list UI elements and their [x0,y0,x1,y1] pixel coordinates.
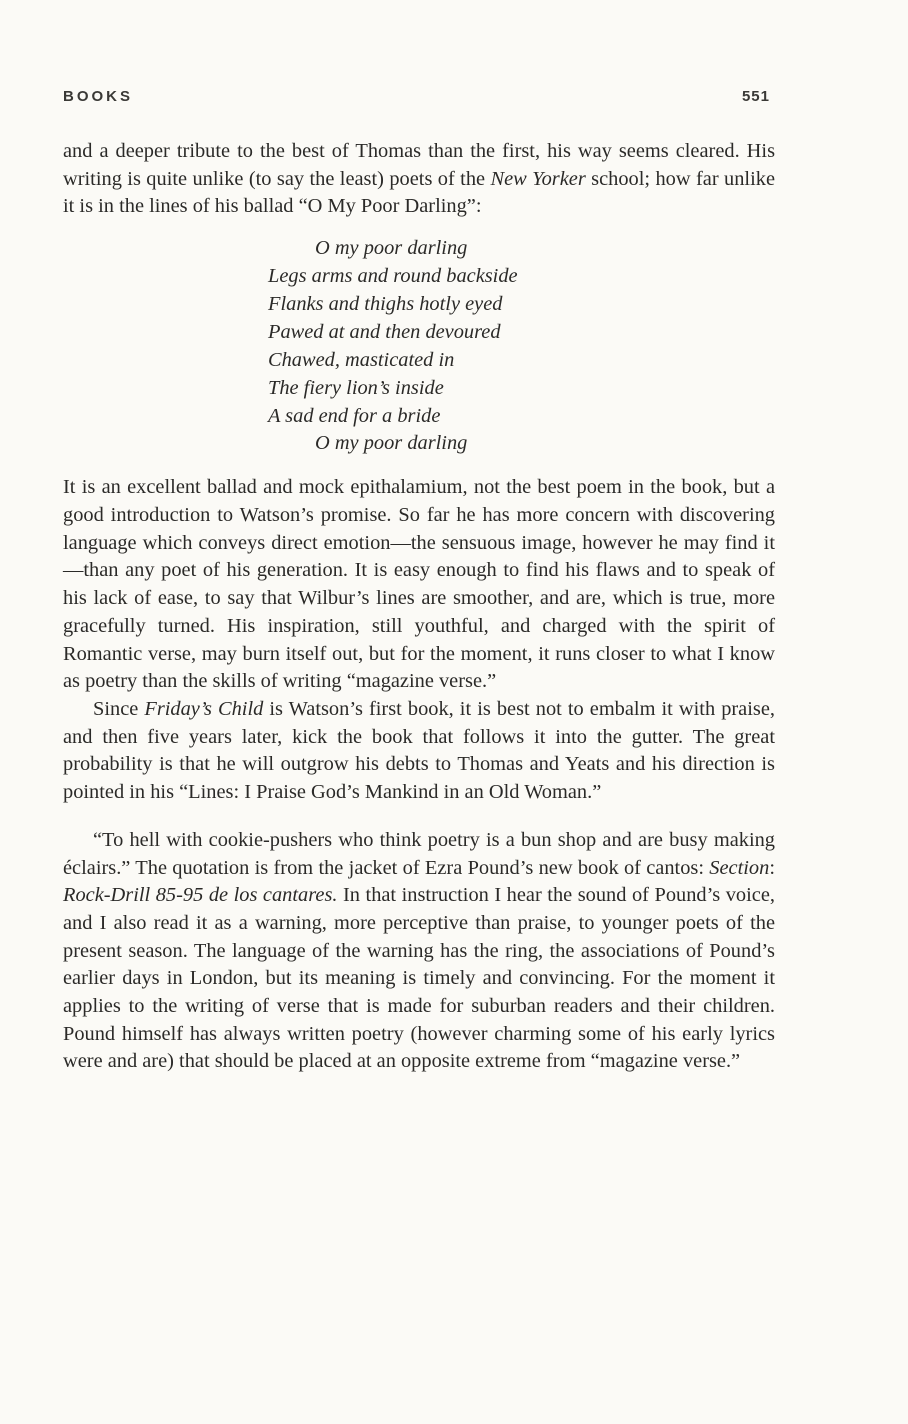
paragraph-4-text-c: In that instruction I hear the sound of Pound’s voice, and I also read it as a warning, more perceptive than praise, to younger poets of the present season. The language of the warning has the ring, the associations of Pound’s earlier days in London, but its meaning is timely and convincing. For the moment it applies to the writing of verse that is made for suburban readers and their children. Pound himself has always written poetry (however charming some of his early lyrics were and are) that should be placed at an opposite extreme from “magazine verse.” [63,884,775,1073]
verse-line: Chawed, masticated in [268,348,455,371]
paragraph-4 [63,827,775,1076]
verse-line: O my poor darling [315,237,468,260]
verse-line: Legs arms and round backside [268,265,518,288]
paragraph-1-text-b: school; how far unlike it is in the lines of his ballad “O My Poor Darling”: [63,167,775,218]
paragraph-4-text-a: “To hell with cookie-pushers who think poetry is a bun shop and are busy making éclairs.” The quotation is from the jacket of Ezra Pound’s new book of cantos: [63,828,775,879]
paragraph-3-text-a: Since [93,697,145,720]
verse-line: The fiery lion’s inside [268,376,444,399]
verse-line: A sad end for a bride [268,404,441,427]
paragraph-2: It is an excellent ballad and mock epithalamium, not the best poem in the book, but a good introduction to Watson’s promise. So far he has more concern with discovering language which conveys direct emotion—the sensuous image, however he may find it—than any poet of his generation. It is easy enough to find his flaws and to speak of his lack of ease, to say that Wilbur’s lines are smoother, and are, which is true, more gracefully turned. His inspiration, still youthful, and charged with the spirit of Romantic verse, may burn itself out, but for the moment, it runs closer to what I know as poetry than the skills of writing “magazine verse.” [63,476,775,693]
paragraph-1-italic-new-yorker: New Yorker [490,167,586,190]
page-number: 551 [741,88,770,105]
paragraph-4-text-b: : [769,856,775,879]
ballad-verse [63,235,775,458]
paragraph-3-text-b: is Watson’s first book, it is best not to embalm it with praise, and then five years later, kick the book that follows it into the gutter. The great probability is that he will outgrow his debts to Thomas and Yeats and his direction is pointed in his “Lines: I Praise God’s Mankind in an Old Woman.” [63,697,775,804]
paragraph-1-text-a: and a deeper tribute to the best of Thomas than the first, his way seems cleared. His writing is quite unlike (to say the least) poets of the [63,140,775,190]
verse-line: O my poor darling [315,432,468,455]
page-body [63,138,775,1076]
paragraph-3 [63,696,775,807]
paragraph-4-italic-rock-drill: Rock-Drill 85-95 de los cantares. [63,884,338,907]
paragraph-3-italic-fridays-child: Friday’s Child [144,697,264,720]
verse-line: Pawed at and then devoured [268,320,501,343]
verse-line: Flanks and thighs hotly eyed [268,292,503,315]
section-title: BOOKS [63,88,134,105]
running-header [63,88,770,105]
paragraph-4-italic-section: Section [709,856,770,879]
paragraph-1 [63,138,775,221]
section-break [63,807,775,827]
